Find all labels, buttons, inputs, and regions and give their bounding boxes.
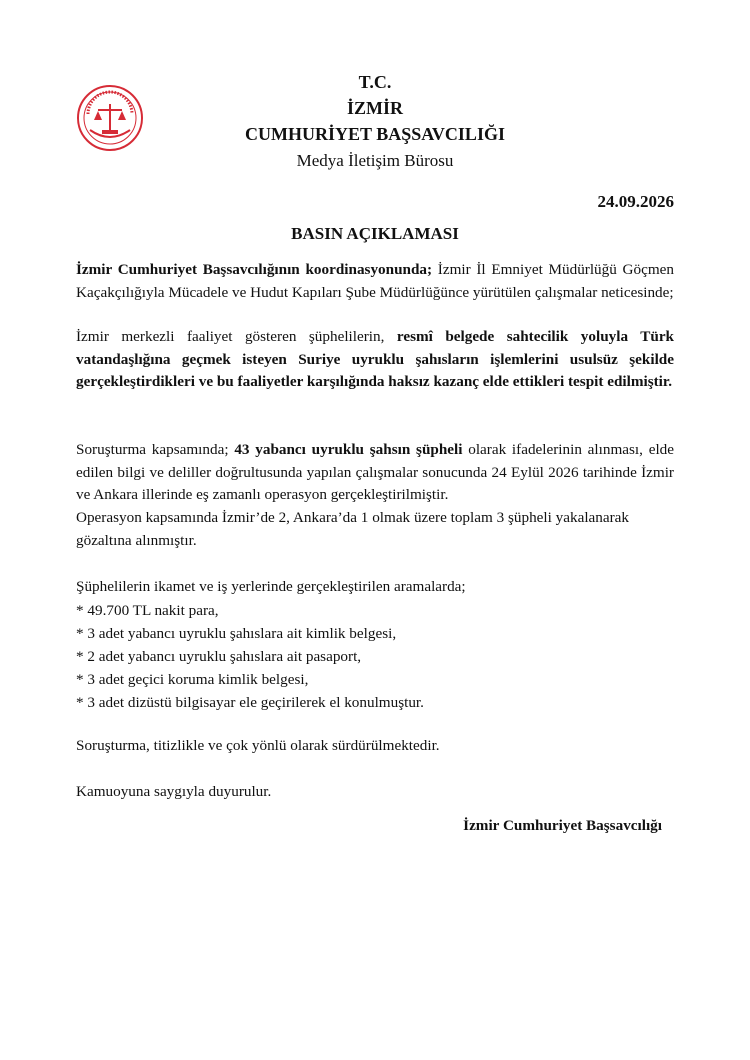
- paragraph-investigation: [76, 439, 674, 507]
- paragraph-intro: [76, 259, 674, 304]
- list-item: * 3 adet geçici koruma kimlik belgesi,: [76, 671, 309, 688]
- paragraph-intro-bold: İzmir Cumhuriyet Başsavcılığının koordinasyonunda;: [76, 261, 433, 278]
- header-line-tc: T.C.: [358, 72, 392, 92]
- paragraph-ongoing: Soruşturma, titizlikle ve çok yönlü olarak sürdürülmektedir.: [76, 737, 440, 754]
- paragraph-intro-text: İzmir İl Emniyet Müdürlüğü Göçmen Kaçakçılığıyla Mücadele ve Hudut Kapıları Şube Müdürlüğünce yürütülen çalışmalar neticesinde;: [76, 261, 674, 301]
- paragraph-investigation-bold: 43 yabancı uyruklu şahsın şüpheli: [234, 441, 463, 458]
- seized-items-list: [76, 599, 674, 714]
- paragraph-operation: Operasyon kapsamında İzmir’de 2, Ankara’da 1 olmak üzere toplam 3 şüpheli yakalanarak gözaltına alınmıştır.: [76, 509, 630, 549]
- paragraph-findings-bold: resmî belgede sahtecilik yoluyla Türk vatandaşlığına geçmek isteyen Suriye uyruklu şahısların işlemlerini usulsüz şekilde gerçekleştirdikleri ve bu faaliyetler karşılığında haksız kazanç elde ettikleri tespit edilmiştir.: [76, 328, 675, 390]
- header-line-city: İZMİR: [346, 98, 403, 118]
- list-item: * 3 adet dizüstü bilgisayar ele geçirilerek el konulmuştur.: [76, 694, 424, 711]
- paragraph-findings-text: İzmir merkezli faaliyet gösteren şüphelilerin,: [76, 328, 397, 345]
- paragraph-findings: [76, 326, 674, 394]
- paragraph-investigation-text2: olarak ifadelerinin alınması, elde edilen bilgi ve deliller doğrultusunda yapılan çalışmalar sonucunda 24 Eylül 2026 tarihinde İzmir ve Ankara illerinde eş zamanlı operasyon gerçekleştirilmiştir.: [76, 441, 674, 503]
- paragraph-searches: Şüphelilerin ikamet ve iş yerlerinde gerçekleştirilen aramalarda;: [76, 578, 466, 595]
- paragraph-announcement: Kamuoyuna saygıyla duyurulur.: [76, 783, 272, 800]
- header-line-office: CUMHURİYET BAŞSAVCILIĞI: [245, 124, 505, 144]
- document-title: BASIN AÇIKLAMASI: [291, 224, 459, 243]
- list-item: * 49.700 TL nakit para,: [76, 602, 219, 619]
- signature: İzmir Cumhuriyet Başsavcılığı: [463, 817, 662, 834]
- document-date: 24.09.2026: [597, 192, 674, 211]
- list-item: * 3 adet yabancı uyruklu şahıslara ait kimlik belgesi,: [76, 625, 397, 642]
- paragraph-investigation-text1: Soruşturma kapsamında;: [76, 441, 235, 458]
- list-item: * 2 adet yabancı uyruklu şahıslara ait pasaport,: [76, 648, 362, 665]
- header-line-bureau: Medya İletişim Bürosu: [296, 151, 454, 170]
